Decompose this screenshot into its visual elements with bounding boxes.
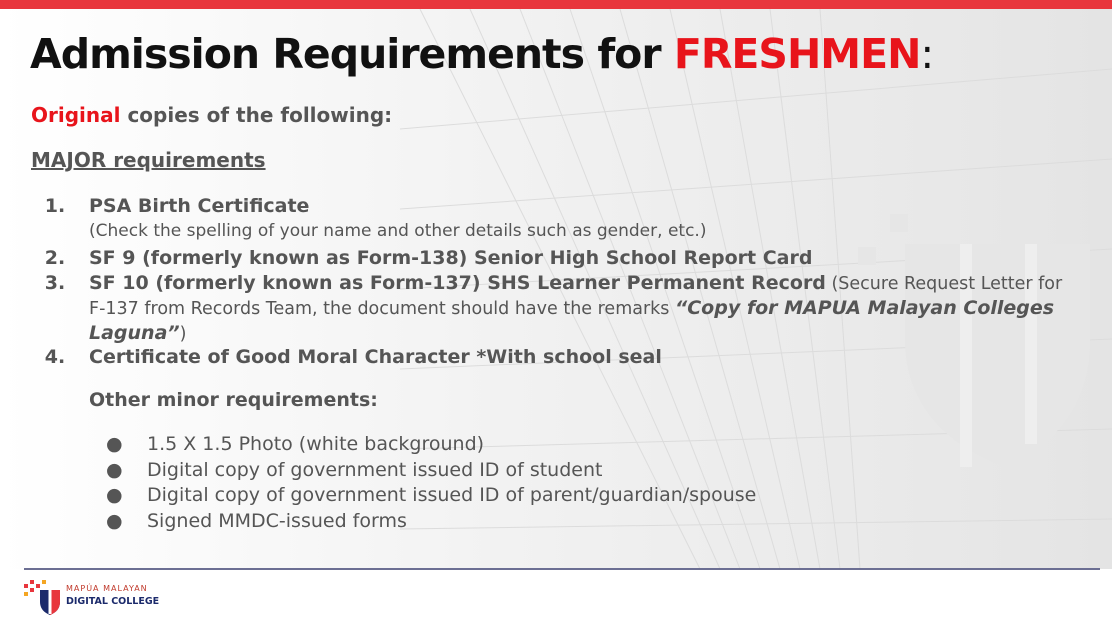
- minor-requirements-heading: Other minor requirements:: [89, 389, 378, 411]
- bullet-icon: ●: [106, 459, 123, 481]
- requirement-note-end: ): [179, 324, 187, 344]
- requirement-note: (Check the spelling of your name and other details such as gender, etc.): [89, 221, 707, 241]
- intro-line: [31, 103, 392, 127]
- list-item-text: 1.5 X 1.5 Photo (white background): [147, 433, 485, 455]
- requirement-number: 4.: [44, 346, 66, 368]
- title-highlight: FRESHMEN: [673, 30, 921, 78]
- intro-highlight: Original: [31, 103, 121, 127]
- requirement-note-emphasis: “Copy for MAPUA Malayan Colleges Laguna”: [89, 297, 1055, 344]
- list-item-text: Signed MMDC-issued forms: [147, 510, 407, 532]
- bullet-icon: ●: [106, 510, 123, 532]
- major-requirements-heading: MAJOR requirements: [31, 148, 266, 172]
- requirement-number: 3.: [44, 272, 66, 294]
- title-prefix: Admission Requirements for: [30, 30, 674, 78]
- requirement-title: SF 10 (formerly known as Form-137) SHS Learner Permanent Record: [89, 272, 826, 294]
- list-item-text: Digital copy of government issued ID of student: [147, 459, 603, 481]
- footer-divider: [24, 568, 1100, 570]
- top-accent-bar: [0, 0, 1112, 9]
- title-colon: :: [920, 30, 934, 78]
- logo-text-top: MAPÚA MALAYAN: [66, 584, 148, 593]
- logo-text-bottom: DIGITAL COLLEGE: [66, 596, 160, 607]
- intro-text: copies of the following:: [120, 103, 393, 127]
- requirement-note: (Secure Request Letter for F-137 from Records Team, the document should have the remarks: [89, 274, 1063, 319]
- page-title: [30, 30, 933, 78]
- requirement-title: PSA Birth Certificate: [89, 195, 310, 217]
- requirement-number: 2.: [44, 247, 66, 269]
- list-item-text: Digital copy of government issued ID of parent/guardian/spouse: [147, 484, 757, 506]
- requirement-number: 1.: [44, 195, 66, 217]
- requirement-title: Certificate of Good Moral Character *With school seal: [89, 346, 662, 368]
- requirement-title: SF 9 (formerly known as Form-138) Senior High School Report Card: [89, 247, 813, 269]
- bullet-icon: ●: [106, 484, 123, 506]
- bullet-icon: ●: [106, 433, 123, 455]
